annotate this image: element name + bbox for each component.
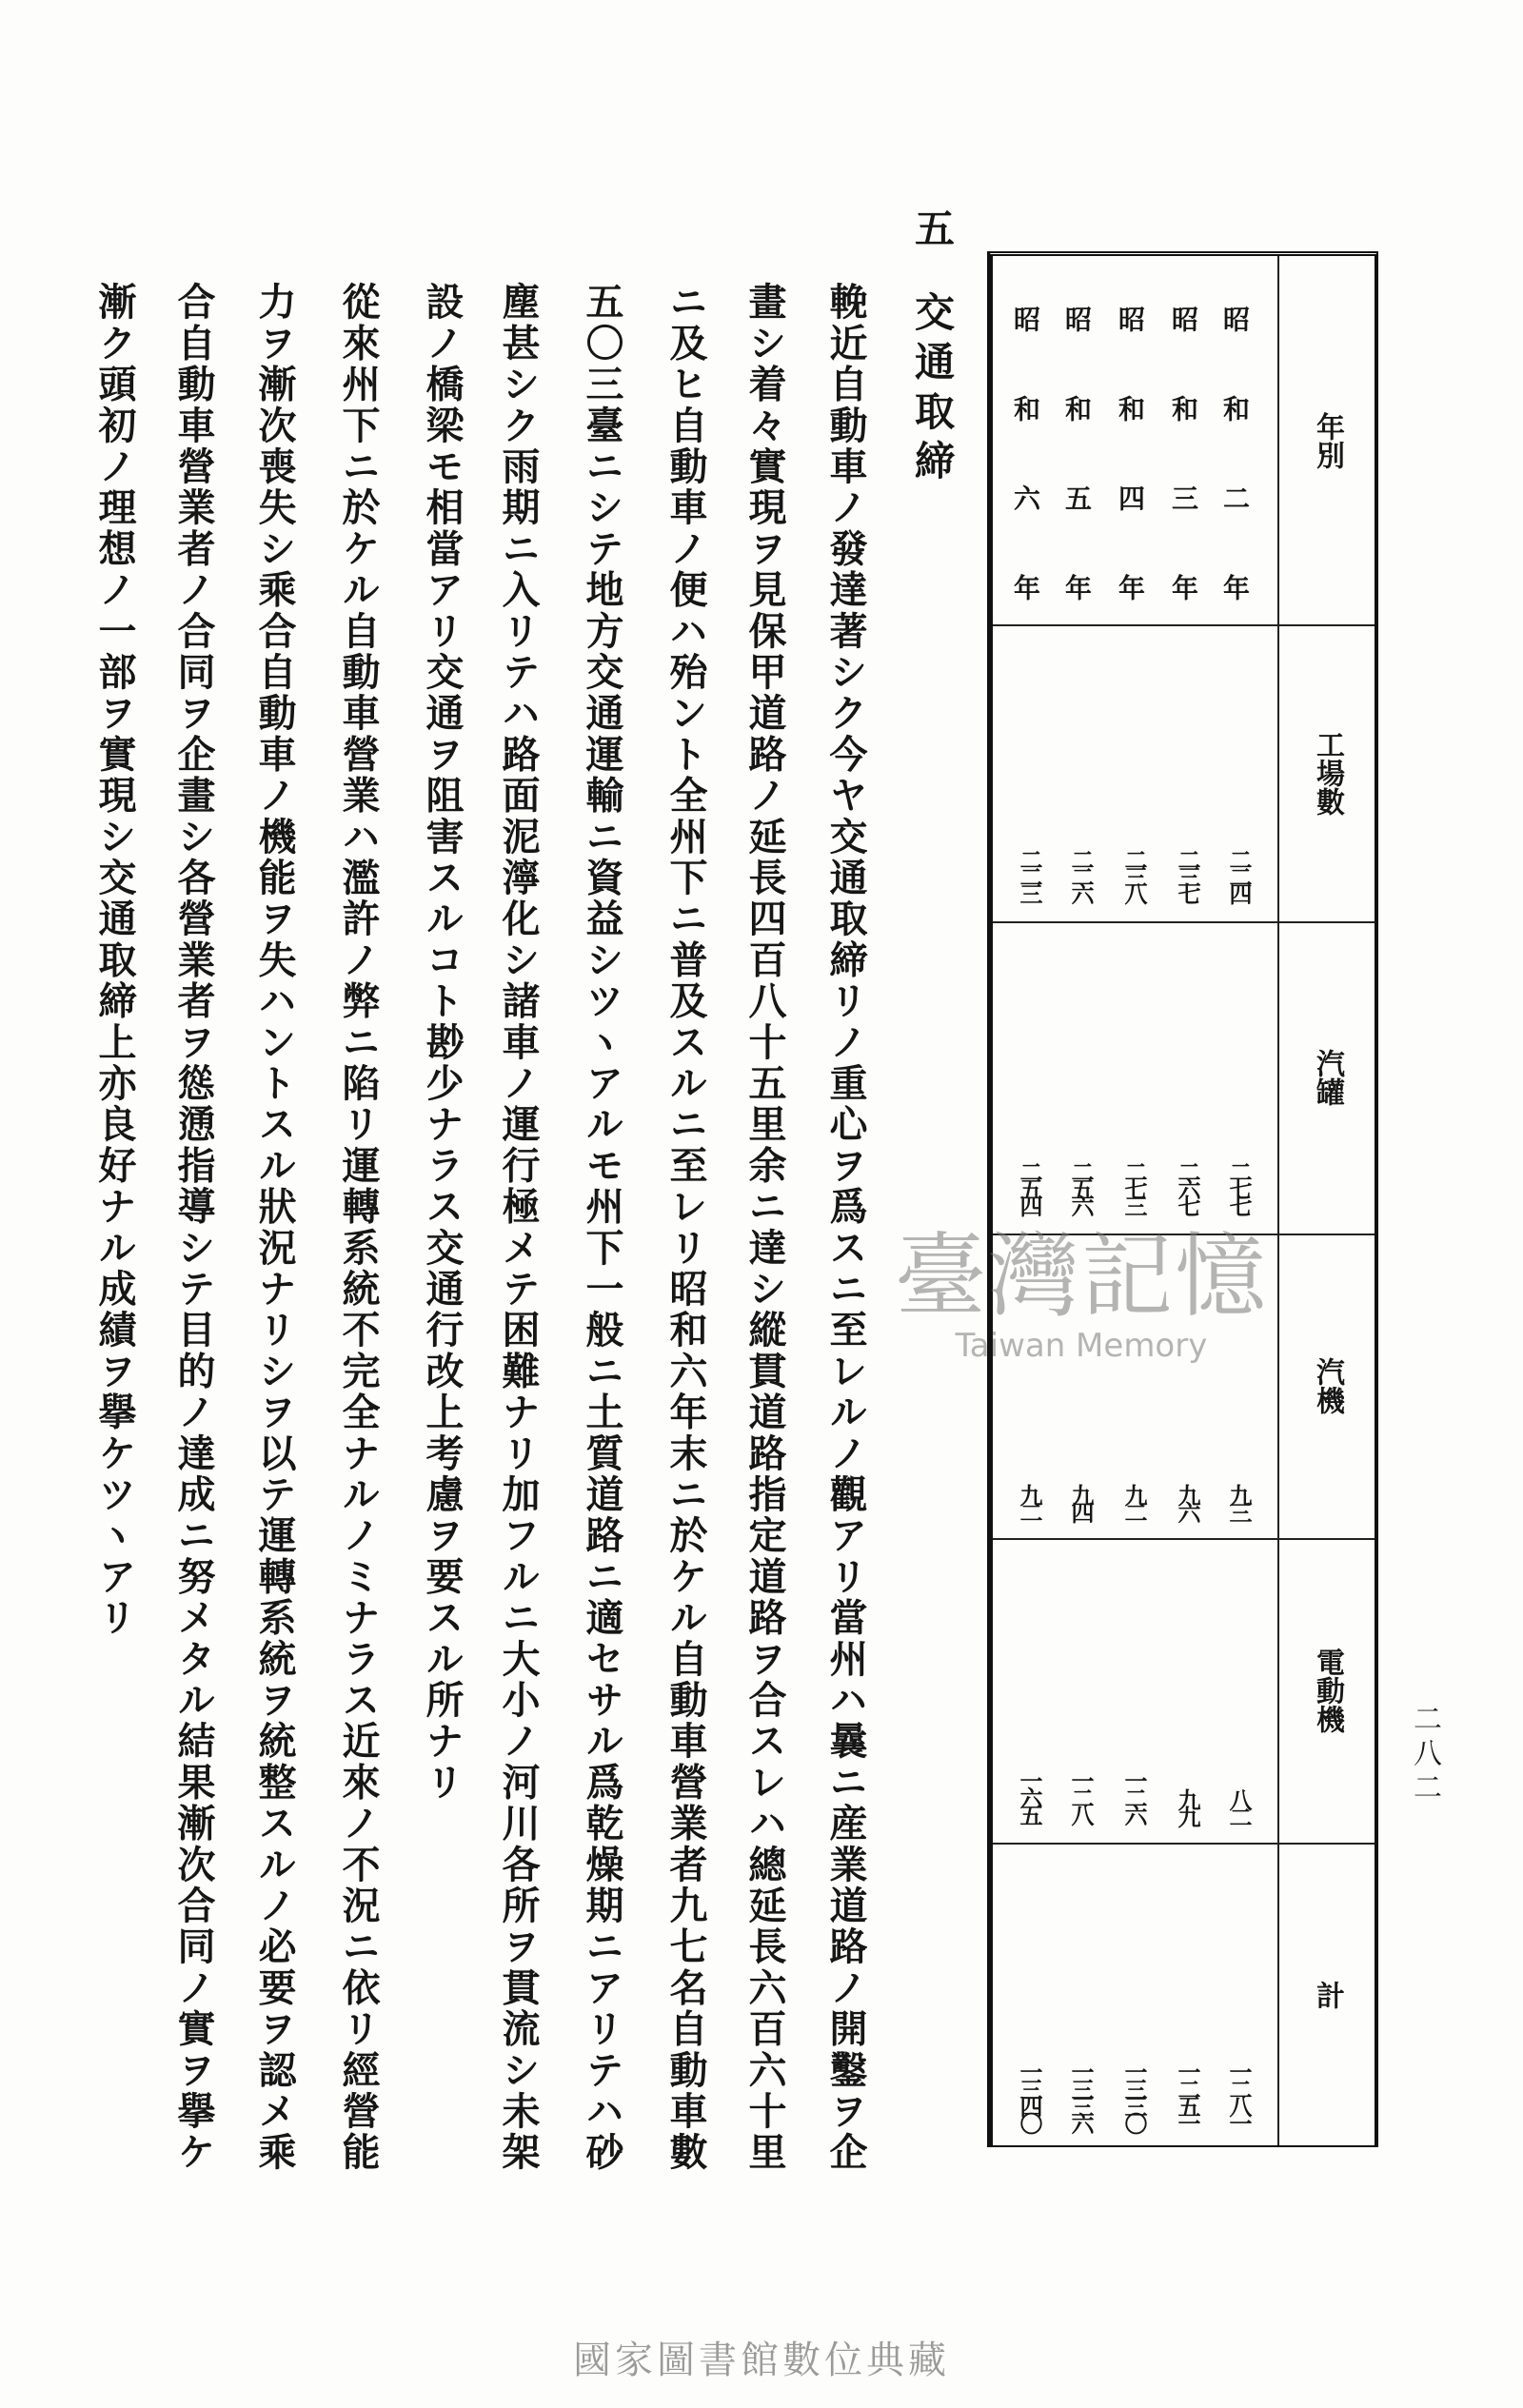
text-column: 塵甚シク雨期ニ入リテハ路面泥濘化シ諸車ノ運行極メテ困難ナリ加フルニ大小ノ河川各所ヲ貫流シ未架 [496, 282, 541, 2174]
table-cell-total: 一三三〇 [1120, 2061, 1148, 2129]
header-total: 計 [1311, 1981, 1344, 2009]
table-row-year: 昭和六年 [1010, 306, 1041, 663]
table-row-year: 昭和三年 [1168, 306, 1199, 663]
text-column: ニ及ヒ自動車ノ便ハ殆ント全州下ニ普及スルニ至レリ昭和六年末ニ於ケル自動車營業者九七名自動車數 [663, 282, 708, 2174]
table-cell-engines: 九四 [1067, 1484, 1095, 1518]
table-cell-total: 一三四〇 [1016, 2061, 1043, 2129]
table-cell-total: 一二五一 [1174, 2061, 1201, 2129]
table-cell-engines: 九六 [1174, 1484, 1201, 1518]
header-year: 年別 [1311, 411, 1344, 469]
text-column: 輓近自動車ノ發達著シク今ヤ交通取締リノ重心ヲ爲スニ至レルノ觀アリ當州ハ曩ニ産業道路ノ開鑿ヲ企 [823, 282, 868, 2174]
text-column: 合自動車營業者ノ合同ヲ企畫シ各營業者ヲ慫慂指導シテ目的ノ達成ニ努メタル結果漸次合同ノ實ヲ擧ケ [171, 282, 216, 2174]
table-cell-boilers: 二五四 [1016, 1160, 1043, 1212]
table-cell-motors: 一二六 [1120, 1769, 1148, 1821]
table-cell-boilers: 二五六 [1067, 1160, 1095, 1212]
text-column: 畫シ着々實現ヲ見保甲道路ノ延長四百八十五里余ニ達シ縱貫道路指定道路ヲ合スレハ總延長六百六十里 [742, 282, 787, 2174]
table-cell-engines: 九二 [1016, 1484, 1043, 1518]
table-cell-factories: 二二四 [1225, 848, 1253, 899]
table-cell-total: 一三三六 [1067, 2061, 1095, 2129]
section-title: 交通取締 [909, 291, 956, 489]
text-column: 設ノ橋梁モ相當アリ交通ヲ阻害スルコト尠少ナラス交通行改上考慮ヲ要スル所ナリ [420, 282, 465, 1804]
table-cell-boilers: 二七七 [1225, 1160, 1253, 1212]
section-number: 五 [909, 207, 956, 257]
table-cell-factories: 二二六 [1067, 848, 1095, 899]
table-cell-engines: 九三 [1225, 1484, 1253, 1518]
page-number: 二八二 [1408, 1704, 1441, 1806]
watermark-logo [895, 1204, 1268, 1365]
table-cell-motors: 一二八 [1067, 1769, 1095, 1821]
table-cell-engines: 九二 [1120, 1484, 1148, 1518]
text-column: 五〇三臺ニシテ地方交通運輸ニ資益シツヽアルモ州下一般ニ土質道路ニ適セサル爲乾燥期ニアリテハ砂 [580, 282, 624, 2174]
factory-statistics-table [987, 251, 1378, 2147]
table-cell-motors: 九九 [1174, 1788, 1201, 1823]
header-boilers: 汽罐 [1311, 1049, 1344, 1106]
table-cell-motors: 八二 [1225, 1788, 1253, 1823]
table-cell-total: 一二八一 [1225, 2061, 1253, 2129]
header-factories: 工場數 [1311, 730, 1344, 816]
header-motors: 電動機 [1311, 1648, 1344, 1733]
watermark-chinese: 臺灣記憶 [895, 1223, 1268, 1330]
text-column: 力ヲ漸次喪失シ乘合自動車ノ機能ヲ失ハントスル狀況ナリシヲ以テ運轉系統ヲ統整スルノ必要ヲ認メ乘 [252, 282, 297, 2174]
table-row-year: 昭和二年 [1219, 306, 1251, 663]
table-cell-boilers: 二七三 [1120, 1160, 1148, 1212]
text-column: 漸ク頭初ノ理想ノ一部ヲ實現シ交通取締上亦良好ナル成績ヲ擧ケツヽアリ [92, 282, 137, 1639]
watermark-english: Taiwan Memory [955, 1327, 1208, 1365]
table-cell-factories: 二二三 [1016, 848, 1043, 899]
table-cell-boilers: 二六七 [1174, 1160, 1201, 1212]
table-row-year: 昭和五年 [1061, 306, 1093, 663]
table-cell-motors: 一六五 [1016, 1769, 1043, 1821]
table-cell-factories: 二三七 [1174, 848, 1201, 899]
footer-archive-label: 國家圖書館數位典藏 [573, 2339, 950, 2382]
header-engines: 汽機 [1311, 1357, 1344, 1414]
text-column: 從來州下ニ於ケル自動車營業ハ濫許ノ弊ニ陷リ運轉系統不完全ナルノミナラス近來ノ不況ニ依リ經營能 [336, 282, 381, 2174]
table-cell-factories: 二三八 [1120, 848, 1148, 899]
table-row-year: 昭和四年 [1115, 306, 1146, 663]
